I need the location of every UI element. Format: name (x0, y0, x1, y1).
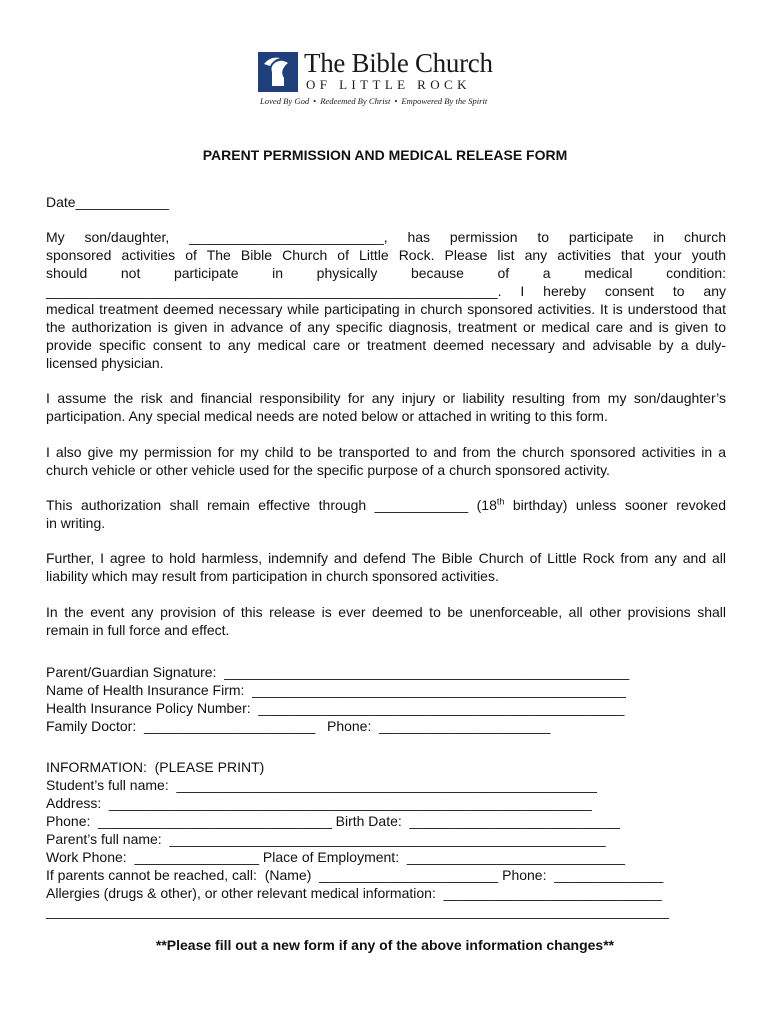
date-field[interactable] (46, 193, 726, 211)
emergency-contact-field[interactable]: If parents cannot be reached, call: (Name) _______________________ Phone: ______________ (46, 867, 664, 883)
signature-section (46, 663, 726, 735)
insurance-policy-field[interactable]: Health Insurance Policy Number: _______________________________________________ (46, 700, 625, 716)
family-doctor-field[interactable]: Family Doctor: ______________________ Phone: ______________________ (46, 718, 551, 734)
indemnify-paragraph: Further, I agree to hold harmless, indemnify and defend The Bible Church of Little Rock from any and all liability which may result from participation in church sponsored activities. (46, 550, 726, 584)
church-logo (258, 50, 528, 112)
consent-line: sponsored activities of The Bible Church of Little Rock. Please list any activities that your youth (46, 247, 726, 263)
church-logo-icon (258, 52, 298, 92)
authorization-line: in writing. (46, 515, 106, 531)
ordinal-suffix: th (496, 496, 505, 507)
work-phone-field[interactable]: Work Phone: ________________ Place of Employment: ____________________________ (46, 849, 625, 865)
tagline-part: Empowered By the Spirit (401, 96, 488, 106)
authorization-text: This authorization shall remain effective through ____________ (18 (46, 497, 497, 513)
date-line[interactable]: Date____________ (46, 194, 170, 210)
student-name-field[interactable]: Student’s full name: ______________________________________________________ (46, 777, 597, 793)
parent-name-field[interactable]: Parent’s full name: ________________________________________________________ (46, 831, 606, 847)
tagline-part: Loved By God (260, 96, 310, 106)
phone-birthdate-field[interactable]: Phone: ______________________________ Birth Date: ___________________________ (46, 813, 620, 829)
risk-paragraph: I assume the risk and financial responsibility for any injury or liability resulting from my son/daughter’s participation. Any special medical needs are noted below or attached in writing to this form. (46, 390, 726, 424)
severability-paragraph: In the event any provision of this release is ever deemed to be unenforceable, all other provisions shall remain in full force and effect. (46, 604, 726, 638)
consent-line: should not participate in physically because of a medical condition: (46, 265, 726, 281)
tagline-part: Redeemed By Christ (320, 96, 391, 106)
transport-paragraph: I also give my permission for my child to be transported to and from the church sponsored activities in a church vehicle or other vehicle used for the specific purpose of a church sponsored activity. (46, 444, 726, 478)
church-location: OF LITTLE ROCK (306, 77, 471, 92)
authorization-line[interactable] (46, 496, 726, 514)
authorization-text: birthday) unless sooner revoked (504, 497, 726, 513)
church-name: The Bible Church (304, 48, 493, 78)
consent-paragraph (46, 228, 726, 372)
consent-text: medical treatment deemed necessary while participating in church sponsored activities. It is understood that the authorization is given in advance of any specific diagnosis, treatment or medical care and is given to provide specific consent to any medical care or treatment deemed necessary and advisable by a duly-licensed physician. (46, 301, 726, 371)
consent-line[interactable]: My son/daughter, _________________________, has permission to participate in church (46, 229, 726, 245)
insurance-firm-field[interactable]: Name of Health Insurance Firm: ________________________________________________ (46, 682, 626, 698)
tagline-separator: • (394, 96, 398, 106)
address-field[interactable]: Address: ______________________________________________________________ (46, 795, 592, 811)
allergies-continuation-field[interactable]: ________________________________________________________________________________ (46, 903, 669, 919)
parent-signature-field[interactable]: Parent/Guardian Signature: ____________________________________________________ (46, 664, 630, 680)
consent-line[interactable]: __________________________________________________________. I hereby consent to any (46, 283, 726, 299)
authorization-paragraph (46, 496, 726, 532)
information-section (46, 758, 726, 920)
form-title: PARENT PERMISSION AND MEDICAL RELEASE FORM (202, 147, 568, 163)
information-heading: INFORMATION: (PLEASE PRINT) (46, 759, 265, 775)
church-tagline (260, 96, 487, 106)
footer-note: **Please fill out a new form if any of the above information changes** (155, 937, 615, 953)
tagline-separator: • (313, 96, 317, 106)
allergies-field[interactable]: Allergies (drugs & other), or other relevant medical information: ____________________________ (46, 885, 662, 901)
